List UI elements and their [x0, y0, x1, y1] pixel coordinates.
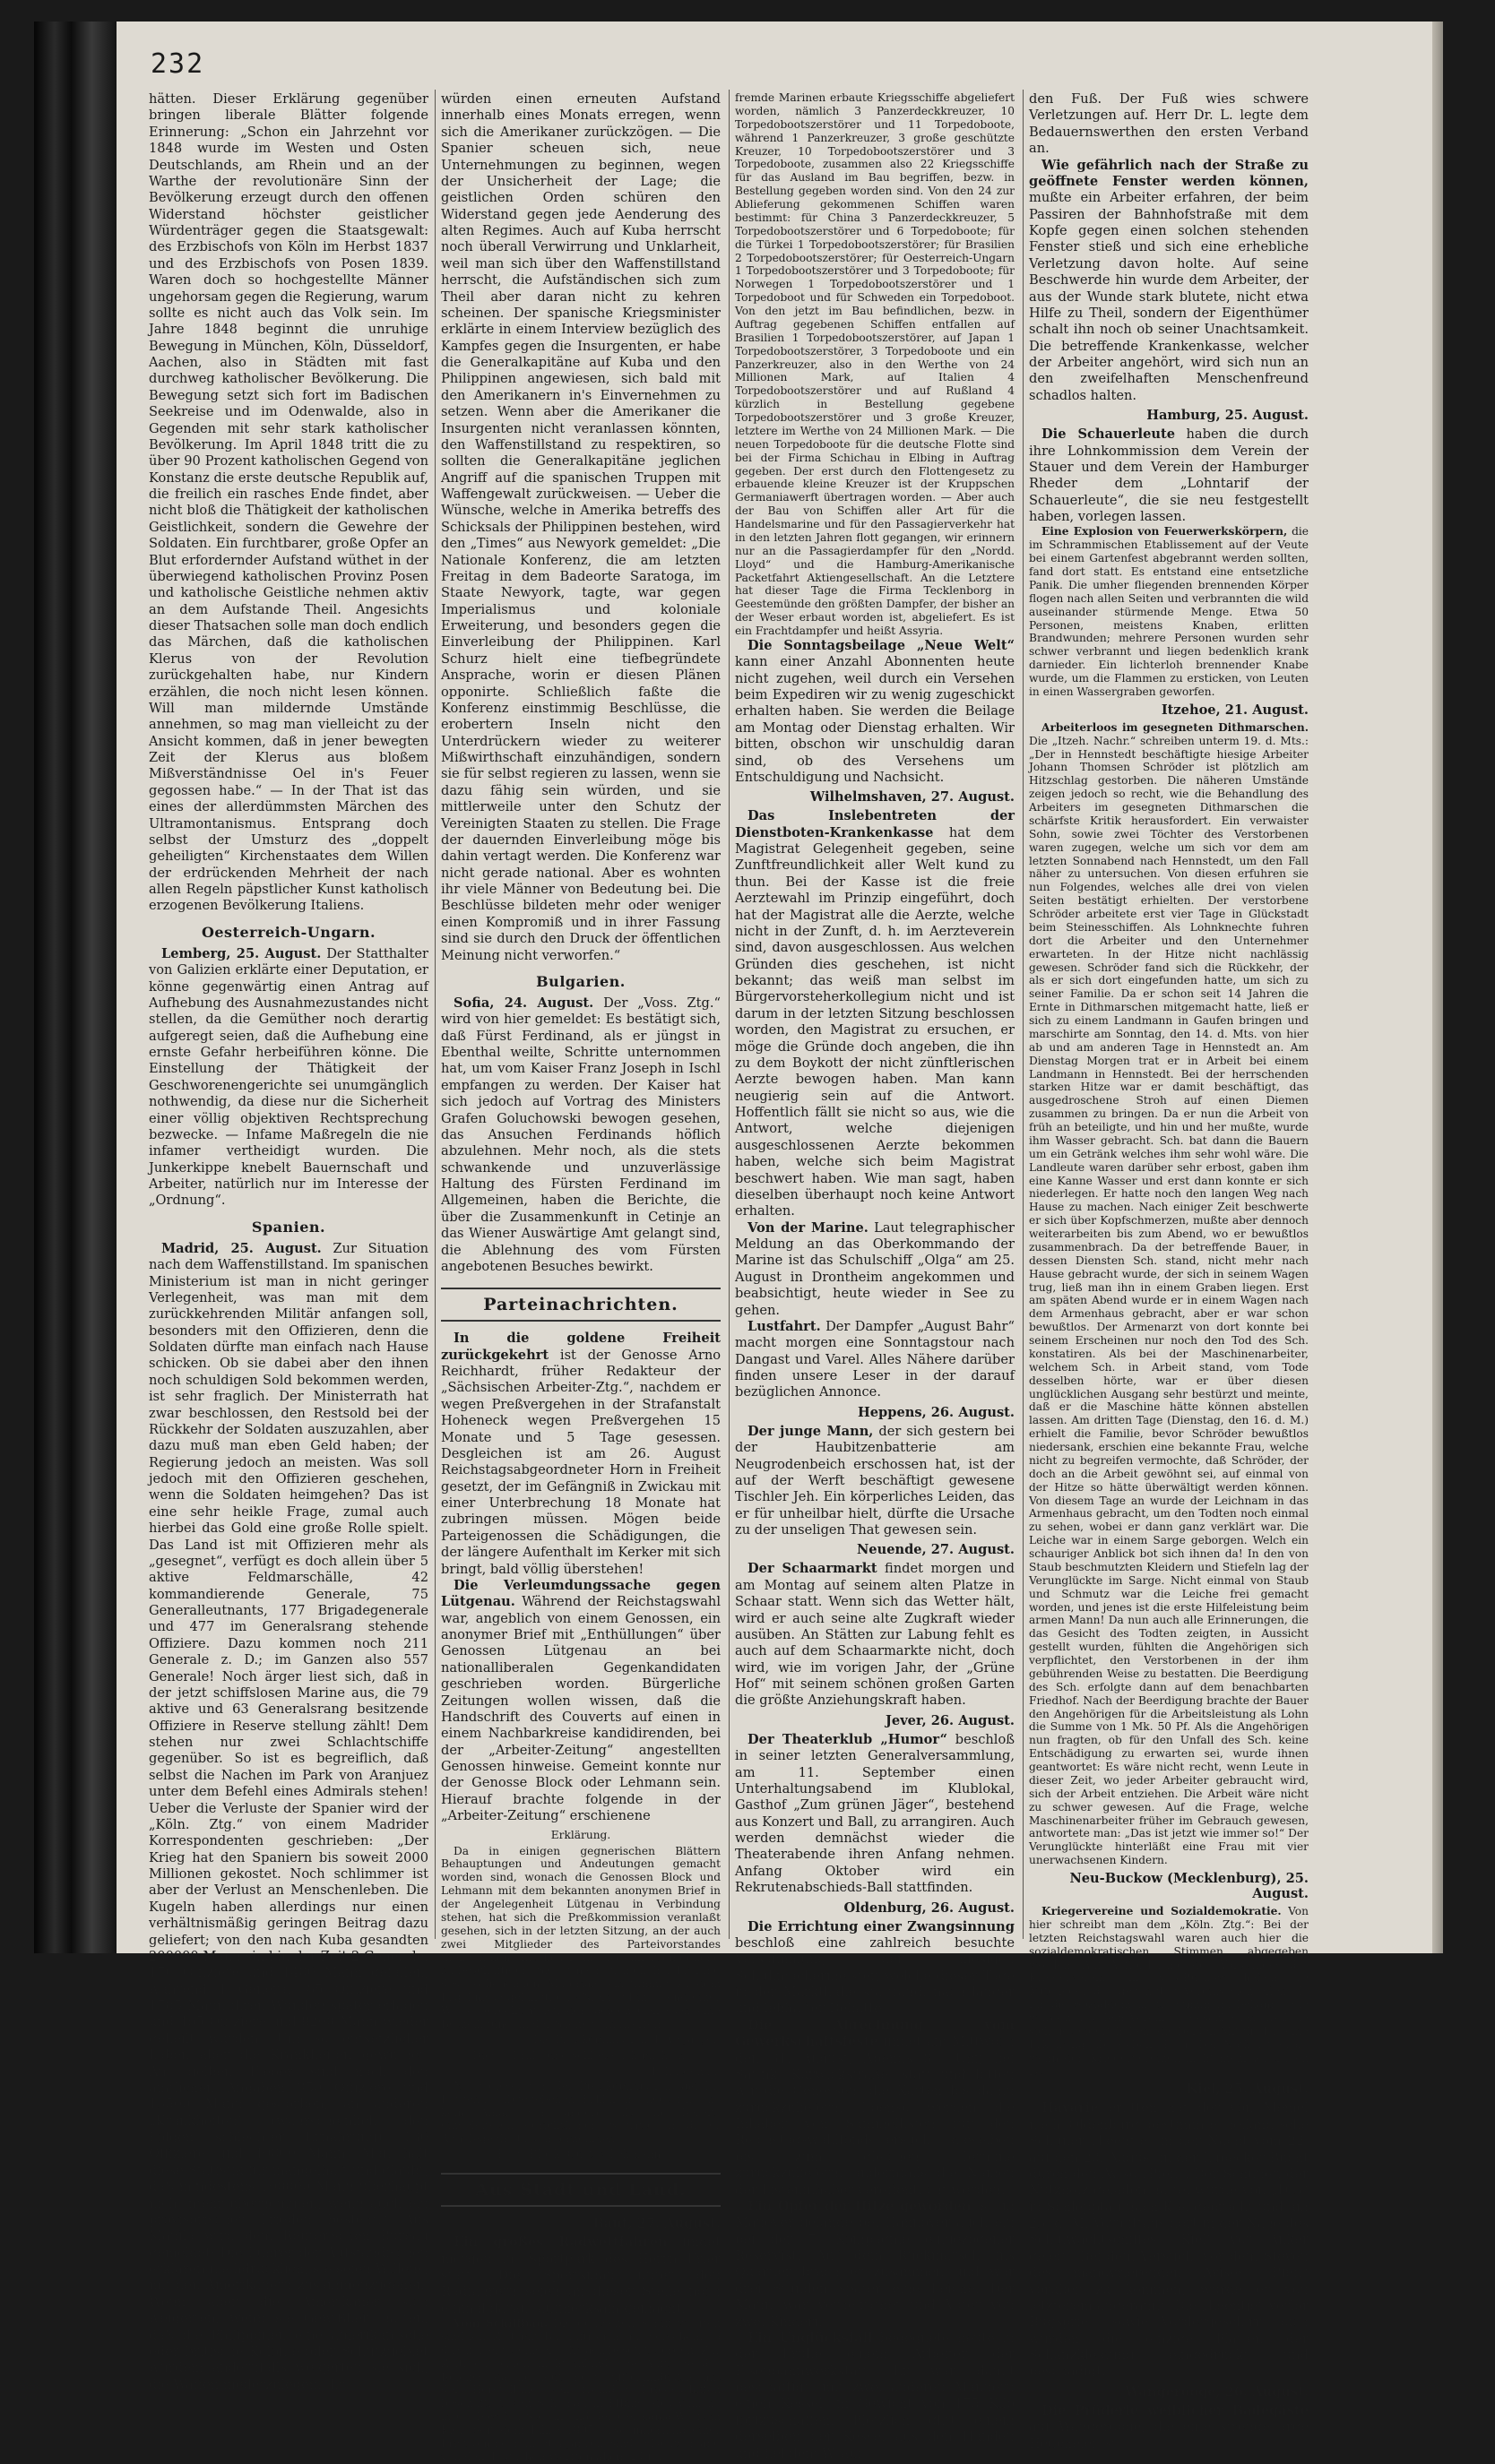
article-text	[1029, 525, 1309, 698]
article-body: Der „Voss. Ztg.“ wird von hier gemeldet: Es bestätigt sich, daß Fürst Ferdinand, als er jüngst in Ebenthal weilte, Schritte unternommen hat, um vom Kaiser Franz Joseph in Ischl empfangen zu werden. Der Kaiser hat sich jedoch auf Vortrag des Ministers Grafen Goluchowski bewogen gesehen, das Ansuchen Ferdinands höflich abzulehnen. Mehr noch, als die stets schwankende und unzuverlässige Haltung des Fürsten Ferdinand im Allgemeinen, haben die Berichte, die über die Zusammenkunft in Cetinje an das Wiener Auswärtige Amt gelangt sind, die Ablehnung des vom Fürsten angebotenen Besuches bewirkt.	[441, 995, 721, 1274]
article-text	[735, 1220, 1015, 1319]
article-lead: Vom Schiffbau.	[454, 2317, 549, 2330]
article-lead: Die Verleumdungssache gegen Lütgenau.	[441, 1577, 721, 1610]
article-body: ist im Manöver gelände bei Hannover auch ein bei der 7. Kompagnie eingezogener Reservist. Auf dem Rückmarsch ins Quartier brach er zusammen und war drei Stunden später eine Leiche. Der Mann war verheirathet und Vater von zwei Kindern.	[735, 2198, 1015, 2330]
newspaper-page	[34, 22, 1443, 2463]
article-body: Laut telegraphischer Meldung an das Oberkommando der Marine ist das Schulschiff „Olga“ am 25. August in Drontheim angekommen und beabsichtigt, heute wieder in See zu gehen.	[735, 1219, 1015, 1318]
paper-sheet	[117, 22, 1432, 2463]
dateline: Oldenburg, 26. August.	[843, 1900, 1015, 1916]
article-lead: Ein Unglücksfall	[748, 2330, 873, 2346]
dateline: Bant, 27. August.	[592, 2216, 721, 2232]
section-heading-austria: Oesterreich-Ungarn.	[201, 923, 376, 941]
dateline: Heppens, 26. August.	[857, 1404, 1015, 1420]
article-lead: Eine Explosion von Feuerwerkskörpern,	[1041, 525, 1288, 538]
article-body: mußte ein Arbeiter erfahren, der beim Passiren der Bahnhofstraße mit dem Kopfe gegen einen solchen stehenden Fenster stieß und sich eine erhebliche Verletzung davon holte. Auf seine Beschwerde hin wurde dem Arbeiter, der aus der Wunde stark blutete, nicht etwa Hilfe zu Theil, sondern der Eigenthümer schalt ihn noch ob seiner Unachtsamkeit. Die betreffende Krankenkasse, welcher der Arbeiter angehört, wird sich nun an den zweifelhaften Menschenfreund schadlos halten.	[1029, 190, 1309, 403]
article-lead: Die Sonntagsbeilage „Neue Welt“	[748, 637, 1015, 653]
statement-text: Nach dieser von der Preßkommission und Dr. Lütgenau abgegebenen Erklärung liegt für uns kein Anlaß vor, andere als die bereits eingeleiteten gerichtlichen Schritte in dieser Angelegenheit zu unternehmen.	[441, 2079, 721, 2146]
article-text	[1029, 426, 1309, 525]
article-body: findet morgen und am Montag auf seinem alten Platze in Schaar statt. Wenn sich das Wetter hält, wird er auch seine alte Zugkraft wieder ausüben. An Stätten zur Labung fehlt es auch auf dem Schaarmarkte nicht, doch wird, wie im vorigen Jahr, der „Grüne Hof“ mit seinem schönen großen Garten die größte Anziehungskraft haben.	[735, 1561, 1015, 1709]
article-text	[735, 1424, 1015, 1539]
article-text	[735, 2018, 1015, 2199]
column-4	[1029, 91, 1309, 2451]
column-rule	[435, 90, 436, 1939]
article-body: Zur Situation nach dem Waffenstillstand. Im spanischen Ministerium ist man in nicht geringer Verlegenheit, was man mit dem zurückkehrenden Militär anfangen soll, besonders mit den Offizieren, denn die Soldaten dürfte man einfach nach Hause schicken. Ob sie dabei aber den ihnen noch schuldigen Sold bekommen werden, ist sehr fraglich. Der Ministerrath hat zwar beschlossen, den Restsold bei der Rückkehr der Soldaten auszuzahlen, aber dazu muß man eben Geld haben; der Regierung jedoch an meisten. Was soll jedoch mit den Offizieren geschehen, wenn die Soldaten heimgehen? Das ist eine sehr heikle Frage, zumal auch hierbei das Gold eine große Rolle spielt. Das Land ist mit Offizieren mehr als „gesegnet“, verfügt es doch allein über 5 aktive Feldmarschälle, 42 kommandierende Generale, 75 Generalleutnants, 177 Brigadegenerale und 477 im Generalsrang stehende Offiziere. Dazu kommen noch 211 Generale z. D.; im Ganzen also 557 Generale! Noch ärger liest sich, daß in der jetzt schiffslosen Marine aus, die 79 aktive und 63 Generalsrang besitzende Offiziere in Reserve stellung zählt! Dem stehen nur zwei Schlachtschiffe gegenüber. So ist es begreiflich, daß selbst die Nachen im Park von Aranjuez unter dem Befehl eines Admirals stehen! Ueber die Verluste der Spanier wird der „Köln. Ztg.“ von einem Madrider Korrespondenten geschrieben: „Der Krieg hat den Spaniern bis soweit 2000 Millionen gekostet. Noch schlimmer ist aber der Verlust an Menschenleben. Die Kugeln haben allerdings nur einen verhältnismäßig geringen Beitrag dazu geliefert; von den nach Kuba gesandten 200000 Mann sind in der Zeit 2 Generale, 170 Offiziere und 1400 Mann gefallen, während 1 General, 85 Offiziere und 1785 Mann ihren Wunden später erlagen und 465 Offiziere und 8200 Mann wieder geheilt wurden. Um so entsetzlicher haben aber die Krankheiten gewüthet. Am gelben Fieber sind nach den amtlichen Angaben 350 Offiziere und 13500 Mann gestorben; an anderen „Krankheiten“ (wahrscheinlich den Folgen schlechter Ernährung) 130 Offiziere und 40000 Mann. Man hält diese Statistik für mangelhaft und glaubt, daß mindestens 100000 Mann überhaupt nicht mehr übernommen, wenn auch ein provisorischer Frieden besteht.“ Aus Manila wird dem Reuter'schen Bureau gemeldet: Die Führer der Aufständischen erklären nachdrücklich, sie seien Willens, mit den Amerikanern zusammenzugehen. Wenn aber die Amerikaner sich weigerten, wenn sie Gewißheit hätten, daß die Philippinen eine amerikanische oder britische Kolonie oder Schutzgebiet würden; andernfalls weigerten sie sich, die Waffen niederzulegen, ihr	[149, 1240, 428, 2392]
article-body: ist der Genosse Arno Reichhardt, früher Redakteur der „Sächsischen Arbeiter-Ztg.“, nachdem er wegen Preßvergehen in der Strafanstalt Hoheneck wegen Preßvergehen 15 Monate und 5 Tage gesessen. Desgleichen ist am 26. August Reichstagsabgeordneter Horn in Freiheit gesetzt, der im Gefängniß in Zwickau mit einer Unterbrechung 18 Monate hat zubringen müssen. Mögen beide Parteigenossen die Schädigungen, die der längere Aufenthalt im Kerker mit sich bringt, bald völlig überstehen!	[441, 1347, 721, 1577]
column-2	[441, 91, 721, 2463]
column-1	[149, 91, 428, 2392]
dateline: Wilhelmshaven, 27. August.	[809, 789, 1015, 806]
article-body: Die deutschen Schiffswerften sind zur Zeit mit Bauaufträgen gut versehen, so daß nur ein weniger schwach besetzt werden. Zur Zeit, da bauen nicht inländische Aufträge des Reiches, da die deutsche Schiffbauindustrie mit der Herstellung von fremden Kriegsschiffen beschäftigt, von Schichau in Elbing, des Vulkans in Grabow bei Stettin und der Germania-Werft in Kiel. Seit dem Jahre 1895, also innerhalb einer Frist von noch nicht 4 Jahren, sind in Deutschland von den deutschen Werften allein 24 für	[441, 2317, 721, 2463]
signature: Die Preßkommission. J. A.: Jasper.	[532, 2032, 721, 2046]
article-text	[441, 2317, 721, 2464]
article-lead: Der Schaarmarkt	[748, 1561, 877, 1577]
article-body: beschloß in seiner letzten Generalversammlung, am 11. September einen Unterhaltungsabend im Klublokal, Gasthof „Zum grünen Jäger“, bestehend aus Konzert und Ball, zu arrangiren. Auch werden demnächst wieder die Theaterabende ihren Anfang nehmen. Anfang Oktober wird ein Rekrutenabschieds-Ball stattfinden.	[735, 1731, 1015, 1896]
page-number: 232	[151, 48, 205, 80]
article-body: haben die durch ihre Lohnkommission dem Verein der Stauer und dem Verein der Hamburger Rheder dem „Lohntarif der Schauerleute“, die sie neu festgestellt haben, vorlegen lassen.	[1029, 426, 1309, 524]
dateline: Kiel, 25. August.	[1186, 2081, 1309, 2098]
article-text	[149, 946, 428, 1210]
dateline: Neu-Buckow (Mecklenburg), 25. August.	[1069, 1871, 1309, 1901]
article-lead: Lustfahrt.	[748, 1318, 821, 1334]
article-text	[735, 2330, 1015, 2462]
article-text: fremde Marinen erbaute Kriegsschiffe abgeliefert worden, nämlich 3 Panzerdeckkreuzer, 10 Torpedobootszerstörer und 11 Torpedoboote, während 1 Panzerkreuzer, 3 große geschützte Kreuzer, 10 Torpedobootszerstörer und 3 Torpedoboote, zusammen also 22 Kriegsschiffe für das Ausland im Bau begriffen, bezw. in Bestellung gegeben worden sind. Von den 24 zur Ablieferung gekommenen Schiffen waren bestimmt: für China 3 Panzerdeckkreuzer, 5 Torpedobootszerstörer und 6 Torpedoboote; für die Türkei 1 Torpedobootszerstörer; für Brasilien 2 Torpedobootszerstörer; für Oesterreich-Ungarn 1 Torpedobootszerstörer und 3 Torpedoboote; für Norwegen 1 Torpedobootszerstörer und 1 Torpedoboot und für Schweden ein Torpedoboot. Von den jetzt im Bau befindlichen, bezw. in Auftrag gegebenen Schiffen entfallen auf Brasilien 1 Torpedobootszerstörer, auf Japan 1 Torpedobootszerstörer, 3 Torpedoboote und ein Panzerkreuzer, also in den Werthe von 24 Millionen Mark, auf Italien 4 Torpedobootszerstörer und auf Rußland 4 kürzlich in Bestellung gegebene Torpedobootszerstörer und 3 große Kreuzer, letztere im Werthe von 24 Millionen Mark. — Die neuen Torpedoboote für die deutsche Flotte sind bei der Firma Schichau in Elbing in Auftrag gegeben. Der erst durch den Flottengesetz zu erbauende kleine Kreuzer ist der Kruppschen Germaniawerft übertragen worden. — Aber auch der Bau von Schiffen aller Art für die Handelsmarine und für den Passagierverkehr hat in den letzten Jahren flott gegangen, wir erinnern nur an die Passagierdampfer für den „Nordd. Lloyd“ und die Hamburg-Amerikanische Packetfahrt Aktiengesellschaft. An die Letztere hat dieser Tage die Firma Tecklenborg in Geestemünde den größten Dampfer, der bisher an der Weser erbaut worden ist, abgeliefert. Es ist ein Frachtdampfer und heißt Assyria.	[735, 91, 1015, 637]
dateline: Jever, 26. August.	[886, 1712, 1015, 1728]
article-text	[1029, 2100, 1309, 2380]
article-body: begegnete heute in der Frühe einem Arbeiter der Eisenbahnwerkstatt. Er war damit beschäftigt, mit zwei anderen Männern einen Kessel im Gewicht von 175 Kilo fortzuschaffen. Plötzlich glitt einem derselben der Kessel aus den Händen und fiel dem W. auf	[735, 2330, 1015, 2461]
section-heading-local: Aus Stadt und Land.	[441, 2173, 721, 2207]
article-body: findet morgen im Sportpark des Herrn Frier statt. Die Sportsman unter den Radfahrern seien an dieser Stelle noch einmal darauf aufmerksam gemacht.	[441, 2235, 721, 2316]
article-body: Während der Reichstagswahl war, angeblich von einem Genossen, ein anonymer Brief mit „Enthüllungen“ über Genossen Lütgenau an bei nationalliberalen Gegenkandidaten geschrieben worden. Bürgerliche Zeitungen wollen wissen, daß die Handschrift des Couverts auf einen in einem Nachbarkreise kandidirenden, bei der „Arbeiter-Zeitung“ angestellten Genossen hinweise. Gemeint konnte nur der Genosse Block oder Lehmann sein. Hierauf brachte folgende in der „Arbeiter-Zeitung“ erschienene	[441, 1594, 721, 1824]
column-3	[735, 91, 1015, 2461]
column-rule	[1023, 90, 1024, 1939]
article-lead: Havarie	[1041, 2100, 1099, 2116]
signature-note: Dieser Erklärung schließe ich mich an.	[472, 2048, 689, 2062]
article-lead: Wie gefährlich nach der Straße zu geöffnete Fenster werden können,	[1029, 157, 1309, 189]
signature: Hans Block. Gustav Lehmann.	[497, 2148, 665, 2161]
article-lead: Die Errichtung einer Zwangsinnung	[748, 1918, 1015, 1934]
article-lead: Arbeiterloos im gesegneten Dithmarschen.	[1041, 720, 1309, 734]
article-text	[735, 1319, 1015, 1401]
article-text: hätten. Dieser Erklärung gegenüber bringen liberale Blätter folgende Erinnerung: „Schon ein Jahrzehnt vor 1848 wurde im Westen und Osten Deutschlands, am Rhein und an der Warthe der revolutionäre Sinn der Bevölkerung erzeugt durch den offenen Widerstand höchster geistlicher Würdenträger gegen die Staatsgewalt: des Erzbischofs von Köln im Herbst 1837 und des Erzbischofs von Posen 1839. Waren doch so hochgestellte Männer ungehorsam gegen die Regierung, warum sollte es nicht auch das Volk sein. Im Jahre 1848 beginnt die unruhige Bewegung in München, Köln, Düsseldorf, Aachen, also in Städten mit fast durchweg katholischer Bevölkerung. Die Bewegung setzt sich fort im Badischen Seekreise und im Odenwalde, also in Gegenden mit sehr stark katholischer Bevölkerung. Im April 1848 tritt die zu über 90 Prozent katholischen Gegend von Konstanz die erste deutsche Republik auf, die freilich ein rasches Ende findet, aber nicht bloß die Thätigkeit der katholischen Geistlichkeit, sondern die Gewehre der Soldaten. Ein furchtbarer, große Opfer an Blut erfordernder Aufstand wüthet in der überwiegend katholischen Provinz Posen und katholische Geistliche nehmen aktiv an dem Aufstande Theil. Angesichts dieser Thatsachen solle man doch endlich das Märchen, daß die katholischen Klerus von der Revolution zurückgehalten habe, nur Kindern erzählen, die noch nicht lesen können. Will man mildernde Umstände annehmen, so mag man vielleicht zu der Ansicht kommen, daß in jener bewegten Zeit der Klerus aus bloßem Mißverständnisse Oel in's Feuer gegossen habe.“ — In der That ist das eines der allerdümmsten Märchen des Ultramontanismus. Entsprang doch selbst der Umsturz des „doppelt geheiligten“ Kirchenstaates dem Willen der erdrückenden Mehrheit der nach allen Regeln päpstlicher Kunst katholisch erzogenen Bevölkerung Italiens.	[149, 91, 428, 914]
article-lead: Der Theaterklub „Humor“	[748, 1731, 947, 1747]
article-text: würden einen erneuten Aufstand innerhalb eines Monats erregen, wenn sich die Amerikaner zurückzögen. — Die Spanier scheuen sich, neue Unternehmungen zu beginnen, wegen der Unsicherheit der Lage; die geistlichen Orden schüren den Widerstand gegen jede Aenderung des alten Regimes. Auch auf Kuba herrscht noch überall Verwirrung und Unklarheit, weil man sich über den Waffenstillstand herrscht, die Aufständischen sich zum Theil aber daran nicht zu kehren scheinen. Der spanische Kriegsminister erklärte in einem Interview bezüglich des Kampfes gegen die Insurgenten, er habe die Generalkapitäne auf Kuba und den Philippinen angewiesen, sich bald mit den Amerikanern in's Einvernehmen zu setzen. Wenn aber die Amerikaner die Insurgenten nicht veranlassen könnten, den Waffenstillstand zu respektiren, so sollten die Generalkapitäne jeglichen Angriff auf die spanischen Truppen mit Waffengewalt zurückweisen. — Ueber die Wünsche, welche in Amerika betreffs des Schicksals der Philippinen bestehen, wird den „Times“ aus Newyork gemeldet: „Die Nationale Konferenz, die am letzten Freitag in dem Badeorte Saratoga, im Staate Newyork, tagte, war gegen Imperialismus und koloniale Erweiterung, und besonders gegen die Einverleibung der Philippinen. Karl Schurz hielt eine tiefbegründete Ansprache, worin er diesen Plänen opponirte. Schließlich faßte die Konferenz einstimmig Beschlüsse, die erobertern Inseln nicht den Unterdrückern wieder zu weiterer Mißwirthschaft einzuhändigen, sondern sie für selbst regieren zu lassen, wenn sie dazu fähig sein würden, und sie mittlerweile unter den Schutz der Vereinigten Staaten zu stellen. Die Frage der dauernden Einverleibung möge bis dahin vertagt werden. Die Konferenz war nicht gerade national. Aber es wohnten ihr viele Männer von Bedeutung bei. Die Beschlüsse bildeten mehr oder weniger einen Kompromiß und in ihrer Fassung sind sie durch den Druck der öffentlichen Meinung nicht verworfen.“	[441, 91, 721, 963]
dateline: Neuende, 27. August.	[856, 1542, 1015, 1558]
article-body: Der Dampfer „August Bahr“ macht morgen eine Sonntagstour nach Dangast und Varel. Alles Nähere darüber finden unsere Leser in der darauf bezüglichen Annonce.	[735, 1318, 1015, 1400]
section-heading-spain: Spanien.	[251, 1218, 326, 1236]
article-text	[1029, 1905, 1309, 2078]
article-lead: Die Prüderie weiblicher Badegäste	[1041, 2402, 1309, 2418]
signature: F. Lütgenau.	[652, 2064, 721, 2078]
book-spine	[34, 22, 117, 1953]
statement-title: Erklärung.	[550, 1828, 611, 1841]
article-text	[441, 1578, 721, 1825]
article-lead: Ein großes Radwettfahren	[454, 2235, 668, 2251]
article-lead: Kriegervereine und Sozialdemokratie.	[1041, 1905, 1282, 1917]
article-body: findet am Mittwoch den 31. August, Abends 8½ Uhr, bei Satink, Kurwickstraße, statt und bitten wir die Genossen, die Karten bis dahin zurückzuliefern. Ebenso werden die Inhaber von Sammellisten für den Reichstagswahlfonds ersucht, dieselben bis zum gleichen Termine zurückzuliefern, andernfalls die Namen der Listeninhaber veröffentlicht werden.	[735, 2034, 1015, 2198]
article-text	[441, 995, 721, 1275]
section-heading-bulgaria: Bulgarien.	[536, 972, 626, 990]
section-heading-party-news: Parteinachrichten.	[441, 1288, 721, 1322]
article-body: Von hier schreibt man dem „Köln. Ztg.“: Bei der letzten Reichstagswahl waren auch hier die sozialdemokratischen Stimmen abgegeben worden. Auf Aufforderung des Vorstandes des Kriegervereins in Neu-Buckow haben 10 Mitglieder des genannten Vereins sich offen als für die Sozialdemokratie stimmend bekannt. Sie wurden aus dem Verein ausgeschlossen, weil sie sich geweigert haben, die beiden Mitglieder, eine Erklärung abzugeben. Herr, bei Noth ist groß, wenn den Kriegervereinen nicht mehr zu trauen ist.	[1029, 1905, 1309, 2078]
article-text	[735, 1919, 1015, 2018]
article-body: hat dem Magistrat Gelegenheit gegeben, seine Zunftfreundlichkeit aller Welt kund zu thun. Bei der Kasse ist die freie Aerztewahl im Prinzip eingeführt, doch hat der Magistrat alle die Aerzte, welche nicht in der Zunft, d. h. im Aerzteverein sind, davon ausgeschlossen. Aus welchen Gründen dies geschehen, ist nicht bekannt; das weiß man selbst im Bürgervorsteherkollegium nicht und ist darum in der letzten Sitzung beschlossen worden, den Magistrat zu ersuchen, er möge die Gründe doch angeben, die ihn zu dem Boykott der nicht zünftlerischen Aerzte bewogen haben. Man kann neugierig sein auf die Antwort. Hoffentlich fällt sie nicht so aus, wie die Antwort, welche diejenigen ausgeschlossenen Aerzte bekommen haben, welche sich beim Magistrat beschwert haben. Wie man sagt, haben dieselben überhaupt noch keine Antwort erhalten.	[735, 824, 1015, 1219]
statement-text: Da in einigen gegnerischen Blättern Behauptungen und Andeutungen gemacht worden sind, wonach die Genossen Block und Lehmann mit dem bekannten anonymen Brief in der Angelegenheit Lütgenau in Verbindung stehen, hat sich die Preßkommission veranlaßt gesehen, sich in der letzten Sitzung, an der auch zwei Mitglieder des Parteivorstandes theilnahmen, mit dieser Angelegenheit eingehend zu beschäftigen. Sie ist nach gründlicher Prüfung des vorliegenden Materials einstimmig zu dem Ergebnisse gelangt, daß Niemand in irgend einer Weise berechtigt ist, den beiden Genossen eine Betheiligung an der Sache vorzuwerfen.	[441, 1844, 721, 2030]
article-body: Der Statthalter von Galizien erklärte einer Deputation, er könne gegenwärtig einen Antrag auf Aufhebung des Ausnahmezustandes nicht stellen, da die Gemüther noch derartig aufgeregt seien, daß die Aufhebung eine ernste Gefahr herbeiführen könne. Die Einstellung der Thätigkeit der Geschworenengerichte sei unumgänglich nothwendig, da diese nur die Sicherheit einer völlig objektiven Rechtsprechung bezwecke. — Infame Maßregeln die nie infamer vertheidigt wurden. Die Junkerkippe knebelt Bauernschaft und Arbeiter, natürlich nur im Interesse der „Ordnung“.	[149, 945, 428, 1209]
column-rule	[729, 90, 730, 1939]
article-text	[735, 808, 1015, 1219]
dateline: Hamburg, 25. August.	[1146, 408, 1309, 424]
article-lead: Die Schauerleute	[1041, 426, 1175, 443]
article-body: Die „Itzeh. Nachr.“ schreiben unterm 19. d. Mts.: „Der in Hennstedt beschäftigte hiesige Arbeiter Johann Thomsen Schröder ist plötzlich am Hitzschlag gestorben. Die näheren Umstände zeigen jedoch so recht, wie die Behandlung des Arbeiters im gesegneten Dithmarschen die schärfste Kritik herausfordert. Ein verwaister Sohn, sowie zwei Töchter des Verstorbenen waren zugegen, welche um sich vor dem am letzten Sonnabend nach Hennstedt, um den Fall näher zu untersuchen. Von diesen erfuhren sie nun Folgendes, welches alle drei von vielen Seiten bestätigt erhielten. Der verstorbene Schröder arbeitete erst vier Tage in Glückstadt beim Steinesschiffen. Als Lohnknechte fuhren dort die Arbeiter und den Unternehmer erwarteten. In der Hitze nicht nachlässig gewesen. Schröder fand sich die Rückkehr, der als er sich dort eingefunden hatte, um sich zu seiner Familie. Da er schon seit 14 Jahren die Ernte in Dithmarschen mitgemacht hatte, ließ er sich zu einem Landmann in Gaufen bringen und marschirte am Sonntag, den 14. d. Mts. von hier ab und am anderen Tage in Hennstedt an. Am Dienstag Morgen trat er in Arbeit bei einem Landmann in Hennstedt. Bei der herrschenden starken Hitze war er damit beschäftigt, das ausgedroschene Stroh auf einen Diemen zusammen zu bringen. Da er nun die Arbeit von früh an beteiligte, und hin und her mußte, wurde ihm Wasser gebracht. Sch. bat dann die Bauern um ein Getränk welches ihm sehr wohl wäre. Die Landleute waren darüber sehr erbost, gaben ihm eine Kanne Wasser und erst dann konnte er sich niederlegen. Er hatte noch den langen Weg nach Hause zu machen. Nach einiger Zeit beschwerte er sich über Kopfschmerzen, mußte aber dennoch weiterarbeiten bis zum Abend, wo er bewußtlos zusammenbrach. Da der betreffende Bauer, in dessen Diensten Sch. stand, nicht mehr nach Hause gebracht wurde, der sich in seinem Wagen trug, ließ man ihn in einem Graben liegen. Erst am späten Abend wurde er in einem Wagen nach dem Armenhaus gebracht, aber er war schon bewußtlos. Der Armenarzt von dort konnte bei seinem Erscheinen nur noch den Tod des Sch. konstatiren. Als bei der Maschinenarbeiter, welchem Sch. in Arbeit stand, vom Tode desselben hörte, war er über diesen unglücklichen Ausgang sehr bestürzt und meinte, daß er die Maschine hätte können abstellen lassen. Am dritten Tage (Dienstag, den 16. d. M.) erhielt die Familie, bevor Schröder bewußtlos niedersank, erschien eine bekannte Frau, welche nicht zu begreifen vermochte, daß Schröder, der doch an die Arbeit gewöhnt sei, auf einmal von der Hitze so hätte überwältigt werden können. Von diesem Tage an wurde der Leichnam in das Armenhaus gebracht, um den Todten noch einmal zu sehen, wobei er dann ganz verklärt war. Die Leiche war in einem Sarge geborgen. Welch ein schauriger Anblick bot sich ihnen da! In den von Staub beschmutzten Kleidern und Stiefeln lag der Verunglückte im Sarge. Nicht einmal von Staub und Schmutz war die Leiche frei gemacht worden, und jenes ist die erste Hilfeleistung beim armen Mann! Da nun auch alle Erinnerungen, die das Gesicht des Todten zeigten, in Aussicht gestellt wurden, fühlten die Angehörigen sich verpflichtet, den Verstorbenen in der ihm gebührenden Weise zu bestatten. Die Beerdigung des Sch. erfolgte dann auf dem benachbarten Friedhof. Nach der Beerdigung brachte der Bauer den Angehörigen für die Arbeitsleistung als Lohn die Summe von 1 Mk. 50 Pf. Als die Angehörigen nun fragten, ob für den Unfall des Sch. keine Entschädigung zu erwarten sei, wurde ihnen geantwortet: Es wäre nicht recht, wenn Leute in dieser Zeit, wo jeder Arbeiter gebraucht wird, sich der Arbeit entziehen. Die Arbeit wäre nicht zu schwer gewesen. Auf die Frage, welche Maschinenarbeiter früher im Gebrauch gewesen, antwortete man: „Das ist jetzt wie immer so!“ Der Verunglückte hinterläßt eine Frau mit vier unerwachsenen Kindern.	[1029, 734, 1309, 1867]
article-body: erlitten hat der von Memel nach Oldenburg bestimmte holländische Schuner „Leentje“ in der Nacht vom 22. auf den 23. August in der Lübecker Bucht durch den Aviso „Pfeil“. Der Schuner, der Nutzholz geladen hatte, wurde von „D 3“ in Schlepptau nach Kiel gebracht und am 23. d. M. Vormittags dort in der Nähe des Schulwachtschiffes „Kiel“ vor Anker gelegt. Bei dem Versuch, vor dem Steven des manövrierenden Avisos „Pfeil“ vorüber zu kommen, wurde er von letzterem angerannt. Die „Leentje“ verlor Bugspriet, sowie Vordergeschirr, auch wurden die einzige Platten der Schanzkleidung eingedrückt und beschädigt.	[1029, 2100, 1309, 2380]
dateline: Lemberg, 25. August.	[161, 945, 322, 961]
article-body: die im Schrammischen Etablissement auf der Veute bei einem Gartenfest abgebrannt werden sollten, fand dort statt. Es entstand eine entsetzliche Panik. Die umher fliegenden brennenden Körper flogen nach allen Seiten und verbrannten die wild auseinander stürmende Menge. Etwa 50 Personen, meistens Knaben, erlitten Brandwunden; mehrere Personen wurden sehr schwer verbrannt und liegen bedenklich krank darnieder. Ein lichterloh brennender Knabe wurde, um die Flammen zu ersticken, von Leuten in einen Wassergraben geworfen.	[1029, 525, 1309, 698]
article-body: der sich gestern bei der Haubitzenbatterie am Neugrodenbeich erschossen hat, ist der auf der Werft beschäftigt gewesene Tischler Jeh. Ein körperliches Leiden, das er für unheilbar hielt, dürfte die Ursache zu der unseligen That gewesen sein.	[735, 1423, 1015, 1538]
article-lead: Ein Opfer der Hitze geworden	[748, 2198, 972, 2214]
article-lead: Von der Marine.	[748, 1219, 868, 1236]
dateline: Wangerooge, 26. August.	[1125, 2383, 1309, 2399]
article-text	[735, 1561, 1015, 1709]
article-text	[1029, 2403, 1309, 2452]
article-text: den Fuß. Der Fuß wies schwere Verletzungen auf. Herr Dr. L. legte dem Bedauernswerthen den ersten Verband an.	[1029, 91, 1309, 157]
article-text	[441, 2235, 721, 2317]
article-body: auf Wangerooge, die eine strenge arge Heuchelei ist	[1029, 2419, 1309, 2451]
article-text	[1029, 158, 1309, 405]
page-edge	[1432, 22, 1443, 1953]
dateline: Itzehoe, 21. August.	[1161, 702, 1309, 718]
article-text	[441, 1331, 721, 1578]
article-lead: In die goldene Freiheit zurückgekehrt	[441, 1331, 721, 1363]
article-text	[735, 2199, 1015, 2330]
article-text	[735, 638, 1015, 786]
article-text	[735, 1732, 1015, 1897]
article-lead: Das Inslebentreten der Dienstboten-Krankenkasse	[735, 808, 1015, 840]
article-lead: Die Abrechnung vom Gewerkschaftsfeste	[735, 2017, 1015, 2050]
article-body: beschloß eine zahlreich besuchte Versammlung der hiesigen Schuhmachermeister, welche dieser Tage in der Markthalle stattfand, nach langer und lebhafter Debatte.	[735, 1934, 1015, 2017]
article-text	[149, 1241, 428, 2393]
article-lead: Der junge Mann,	[748, 1423, 874, 1439]
article-body: kann einer Anzahl Abonnenten heute nicht zugehen, weil durch ein Versehen beim Expediren wir zu wenig zugeschickt erhalten haben. Sie werden die Beilage am Montag oder Dienstag erhalten. Wir bitten, obschon wir unschuldig daran sind, ob des Versehens um Entschuldigung und Nachsicht.	[735, 654, 1015, 785]
dateline: Sofia, 24. August.	[454, 995, 594, 1011]
dateline: Madrid, 25. August.	[161, 1240, 322, 1256]
article-text	[1029, 721, 1309, 1867]
